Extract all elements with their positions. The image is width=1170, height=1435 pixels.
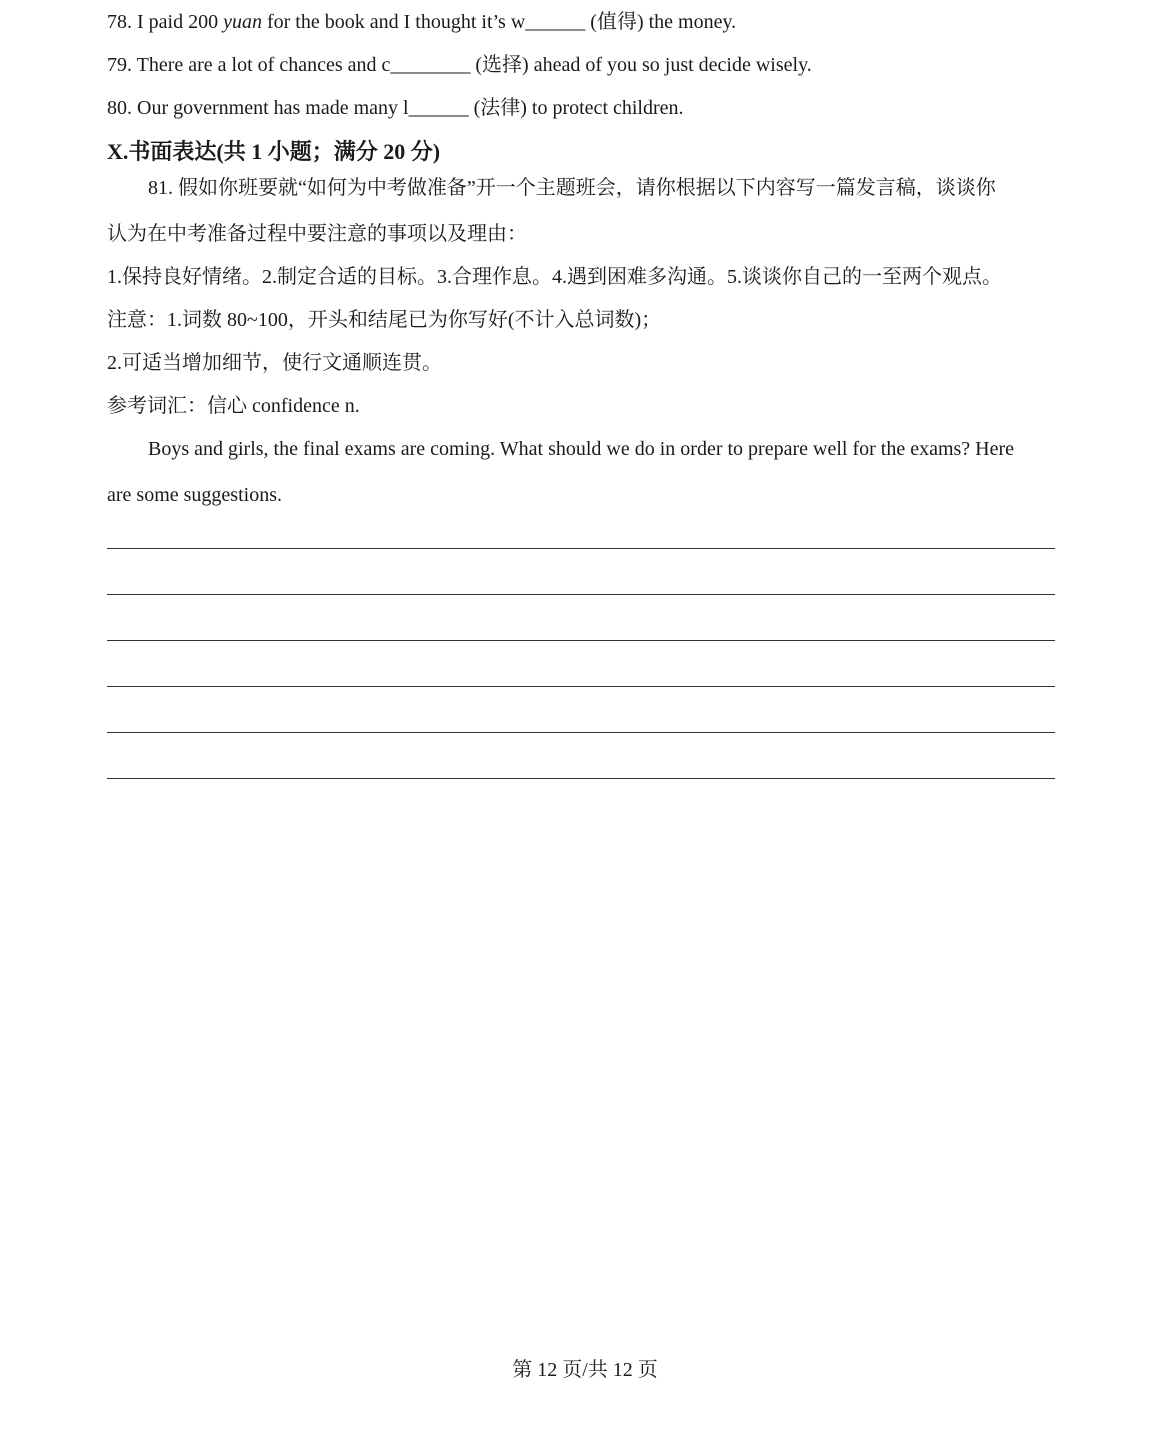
question-80: 80. Our government has made many l______ (法律) to protect children. [107, 97, 684, 119]
prompt-line-1: 81. 假如你班要就“如何为中考做准备”开一个主题班会，请你根据以下内容写一篇发言稿，谈谈你 [148, 177, 996, 199]
question-79: 79. There are a lot of chances and c________ (选择) ahead of you so just decide wisely. [107, 54, 812, 76]
prompt-line-2: 认为在中考准备过程中要注意的事项以及理由： [107, 223, 527, 245]
question-78-pre: 78. I paid 200 [107, 11, 224, 33]
question-78 [107, 10, 736, 34]
answer-line[interactable] [107, 686, 1055, 687]
answer-line[interactable] [107, 732, 1055, 733]
section-heading: X.书面表达(共 1 小题；满分 20 分) [107, 139, 441, 164]
prompt-note-2: 2.可适当增加细节，使行文通顺连贯。 [107, 352, 442, 374]
opening-line-2: are some suggestions. [107, 484, 282, 506]
answer-line[interactable] [107, 594, 1055, 595]
prompt-points: 1.保持良好情绪。2.制定合适的目标。3.合理作息。4.遇到困难多沟通。5.谈谈你自己的一至两个观点。 [107, 266, 1002, 288]
question-78-italic: yuan [223, 11, 262, 33]
opening-line-1: Boys and girls, the final exams are coming. What should we do in order to prepare well for the exams? Here [148, 438, 1015, 460]
answer-line[interactable] [107, 778, 1055, 779]
question-78-post: for the book and I thought it’s w______ (值得) the money. [261, 11, 737, 33]
answer-line[interactable] [107, 640, 1055, 641]
page-footer: 第 12 页/共 12 页 [512, 1359, 658, 1381]
prompt-note-1: 注意：1.词数 80~100，开头和结尾已为你写好(不计入总词数)； [107, 309, 662, 331]
prompt-vocab: 参考词汇：信心 confidence n. [107, 395, 360, 417]
answer-line[interactable] [107, 548, 1055, 549]
